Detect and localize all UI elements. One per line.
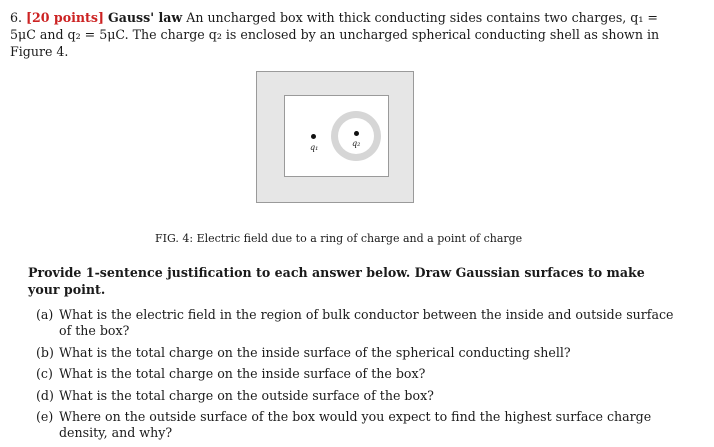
instructions: Provide 1-sentence justification to each answer below. Draw Gaussian surfaces to make your point. (28, 265, 645, 297)
problem-points: [20 points] (26, 10, 104, 25)
figure-caption: FIG. 4: Electric field due to a ring of charge and a point of charge (155, 232, 523, 245)
question-text: What is the total charge on the outside surface of the box? (59, 387, 434, 403)
figure-conducting-box (256, 71, 414, 203)
question-item (36, 307, 681, 339)
problem-statement (10, 9, 678, 60)
question-text: What is the total charge on the inside surface of the spherical conducting shell? (59, 344, 571, 360)
question-marker: (d) (36, 387, 54, 403)
spherical-conducting-shell (331, 111, 381, 161)
question-marker: (b) (36, 344, 54, 360)
problem-number: 6. (10, 10, 23, 25)
question-marker: (e) (36, 409, 54, 424)
question-list (36, 307, 681, 447)
charge-q2-dot (354, 131, 359, 136)
question-item (36, 345, 681, 361)
charge-q2-label: q₂ (352, 139, 361, 148)
question-text: Where on the outside surface of the box would you expect to find the highest surface charge density, and why? (59, 409, 652, 440)
question-item (36, 388, 681, 404)
shell-cavity (338, 118, 374, 154)
question-text: What is the total charge on the inside surface of the box? (59, 366, 426, 381)
question-marker: (c) (36, 366, 53, 381)
problem-title: Gauss' law (107, 10, 183, 25)
question-marker: (a) (36, 307, 54, 322)
problem-text: An uncharged box with thick conducting sides contains two charges, q₁ = 5μC and q₂ = 5μC. The charge q₂ is enclosed by an uncharged spherical conducting shell as shown in Figure 4. (10, 10, 660, 59)
box-cavity (284, 95, 389, 177)
charge-q1-dot (311, 134, 316, 139)
charge-q1-label: q₁ (310, 143, 319, 152)
question-item (36, 366, 681, 382)
question-item (36, 409, 681, 441)
question-text: What is the electric field in the region of bulk conductor between the inside and outside surface of the box? (59, 307, 674, 338)
